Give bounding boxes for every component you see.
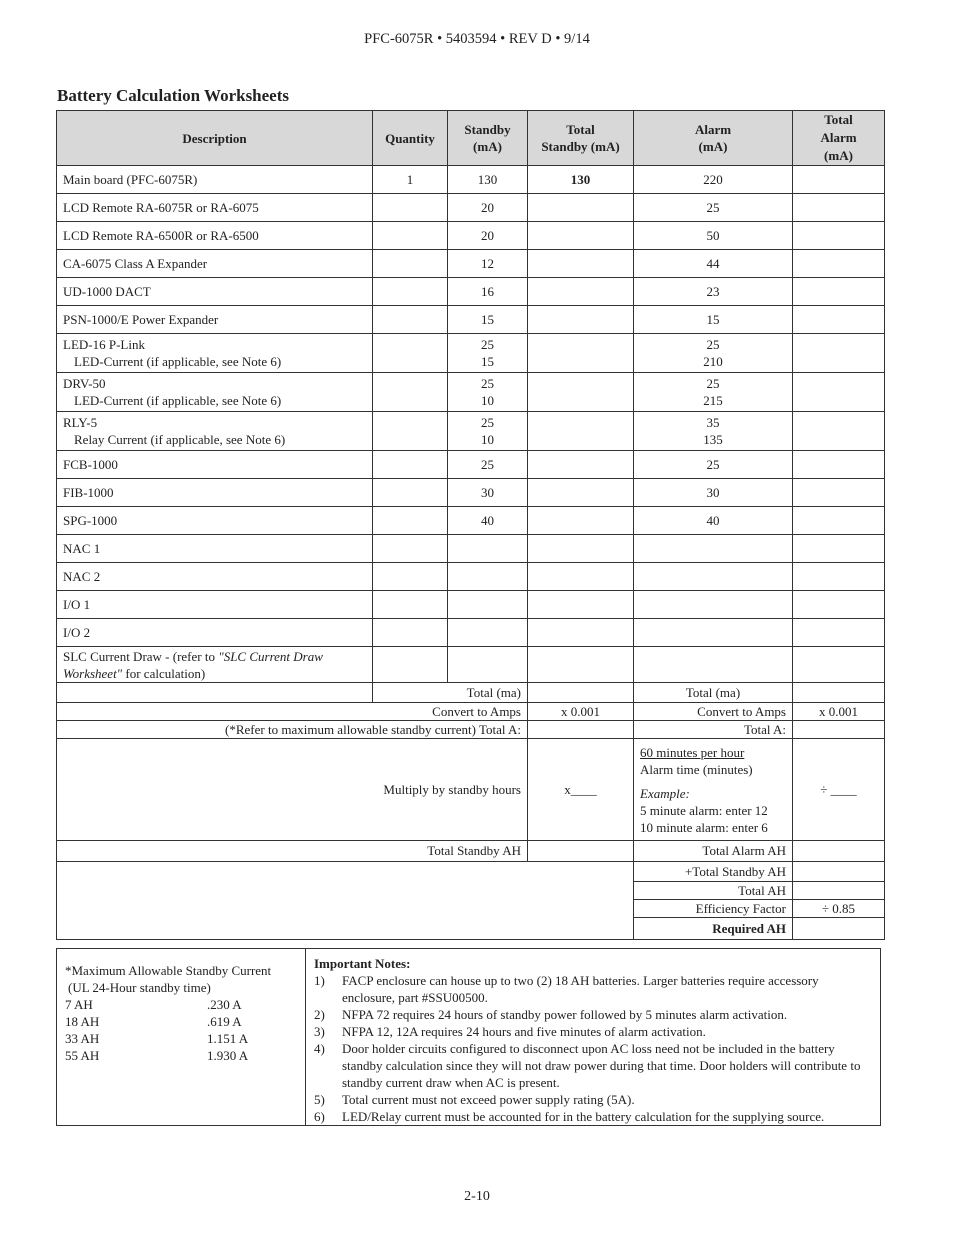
row-standby: 40 [448,507,528,535]
row-total-alarm[interactable] [793,278,885,306]
plus-standby-row [57,862,885,882]
total-standby-ah-value[interactable] [528,841,634,862]
total-ah-value[interactable] [793,882,885,900]
row-total-alarm[interactable] [793,535,885,563]
table-row [57,278,885,306]
row-standby[interactable] [448,591,528,619]
row-quantity[interactable] [373,194,448,222]
row-alarm: 25 [634,194,793,222]
total-ma-row [57,683,885,703]
total-a-alarm-value[interactable] [793,721,885,739]
row-total-alarm[interactable] [793,619,885,647]
row-total-standby[interactable] [528,479,634,507]
row-quantity[interactable]: 1 [373,166,448,194]
page-number: 2-10 [464,1189,490,1204]
row-total-standby[interactable] [528,451,634,479]
efficiency-value: ÷ 0.85 [793,900,885,918]
col-total-alarm: Total Alarm (mA) [793,111,885,166]
row-total-alarm[interactable] [793,412,885,451]
table-row-slc [57,647,885,683]
row-total-alarm[interactable] [793,166,885,194]
row-alarm[interactable] [634,591,793,619]
row-quantity[interactable] [373,591,448,619]
table-row [57,563,885,591]
row-total-standby[interactable] [528,373,634,412]
row-total-alarm[interactable] [793,647,885,683]
row-description: UD-1000 DACT [57,278,373,306]
total-alarm-ah-label: Total Alarm AH [634,841,793,862]
row-total-alarm[interactable] [793,479,885,507]
row-description: LCD Remote RA-6075R or RA-6075 [57,194,373,222]
row-total-standby[interactable] [528,647,634,683]
row-alarm: 25 [634,451,793,479]
row-total-standby[interactable]: 130 [528,166,634,194]
row-standby: 15 [448,306,528,334]
table-row [57,412,885,451]
row-description: SLC Current Draw - (refer to "SLC Current Draw Worksheet" for calculation) [57,647,373,683]
table-row [57,507,885,535]
multiply-standby-label: Multiply by standby hours [57,739,528,841]
note-item: 1) FACP enclosure can house up to two (2) 18 AH batteries. Larger batteries require accessory enclosure, part #SSU00500. [314,973,819,1005]
row-description: Main board (PFC-6075R) [57,166,373,194]
row-total-alarm[interactable] [793,194,885,222]
row-quantity[interactable] [373,647,448,683]
row-alarm: 35 135 [634,412,793,451]
refer-total-a-label: (*Refer to maximum allowable standby current) Total A: [57,721,528,739]
row-total-standby[interactable] [528,507,634,535]
row-standby: 20 [448,194,528,222]
important-notes-title: Important Notes: [314,956,411,971]
row-description: I/O 2 [57,619,373,647]
row-total-alarm[interactable] [793,250,885,278]
row-description: FIB-1000 [57,479,373,507]
row-quantity[interactable] [373,222,448,250]
convert-amps-alarm-label: Convert to Amps [634,703,793,721]
row-standby: 12 [448,250,528,278]
note-item: 5) Total current must not exceed power supply rating (5A). [314,1092,635,1107]
row-quantity[interactable] [373,535,448,563]
plus-total-standby-ah-value[interactable] [793,862,885,882]
table-row [57,373,885,412]
row-quantity[interactable] [373,451,448,479]
notes-table [56,948,881,1126]
row-total-standby[interactable] [528,591,634,619]
row-description: SPG-1000 [57,507,373,535]
row-total-alarm[interactable] [793,373,885,412]
row-quantity[interactable] [373,563,448,591]
max-current-item: 55 AH 1.930 A [65,1048,249,1063]
note-item: 2) NFPA 72 requires 24 hours of standby power followed by 5 minutes alarm activation. [314,1007,788,1022]
row-total-standby[interactable] [528,563,634,591]
row-total-standby[interactable] [528,250,634,278]
row-standby: 20 [448,222,528,250]
table-header-row [57,111,885,166]
blank-area [57,862,634,940]
convert-amps-standby-factor: x 0.001 [528,703,634,721]
row-total-standby[interactable] [528,278,634,306]
row-description: DRV-50 LED-Current (if applicable, see Note 6) [57,373,373,412]
col-quantity: Quantity [373,111,448,166]
alarm-minutes-input[interactable]: ÷ ____ [793,739,885,841]
multiply-row [57,739,885,841]
row-description: LED-16 P-Link LED-Current (if applicable, see Note 6) [57,334,373,373]
row-alarm: 40 [634,507,793,535]
row-quantity[interactable] [373,306,448,334]
table-row [57,194,885,222]
table-row [57,166,885,194]
row-standby[interactable] [448,647,528,683]
row-description: LCD Remote RA-6500R or RA-6500 [57,222,373,250]
total-a-standby-value[interactable] [528,721,634,739]
col-description: Description [57,111,373,166]
table-row [57,479,885,507]
row-total-alarm[interactable] [793,451,885,479]
row-quantity[interactable] [373,507,448,535]
row-total-standby[interactable] [528,306,634,334]
row-standby: 25 15 [448,334,528,373]
row-quantity[interactable] [373,479,448,507]
row-alarm: 44 [634,250,793,278]
row-alarm: 15 [634,306,793,334]
row-alarm[interactable] [634,563,793,591]
row-description: NAC 1 [57,535,373,563]
table-row [57,619,885,647]
row-quantity[interactable] [373,412,448,451]
row-total-alarm[interactable] [793,591,885,619]
row-alarm: 30 [634,479,793,507]
page-title: Battery Calculation Worksheets [57,86,290,105]
total-ma-standby-label: Total (ma) [373,683,528,703]
row-alarm: 50 [634,222,793,250]
row-standby[interactable] [448,535,528,563]
row-alarm: 25 215 [634,373,793,412]
row-standby: 25 10 [448,412,528,451]
total-ma-alarm-value[interactable] [793,683,885,703]
total-ah-label: Total AH [634,882,793,900]
total-ma-standby-value[interactable] [528,683,634,703]
table-row [57,334,885,373]
row-alarm[interactable] [634,535,793,563]
row-description: FCB-1000 [57,451,373,479]
table-row [57,222,885,250]
required-ah-value[interactable] [793,918,885,940]
max-current-item: 7 AH .230 A [65,997,242,1012]
row-total-standby[interactable] [528,619,634,647]
row-total-alarm[interactable] [793,306,885,334]
row-description: PSN-1000/E Power Expander [57,306,373,334]
row-total-standby[interactable] [528,334,634,373]
row-alarm: 25 210 [634,334,793,373]
max-current-title: *Maximum Allowable Standby Current [65,963,272,978]
important-notes-box [306,949,881,1126]
blank-cell [57,683,373,703]
row-description: NAC 2 [57,563,373,591]
max-current-subtitle: (UL 24-Hour standby time) [68,980,211,995]
row-description: RLY-5 Relay Current (if applicable, see Note 6) [57,412,373,451]
row-standby[interactable] [448,619,528,647]
col-total-standby: Total Standby (mA) [528,111,634,166]
row-standby: 130 [448,166,528,194]
row-standby: 30 [448,479,528,507]
standby-hours-input[interactable]: x____ [528,739,634,841]
row-total-alarm[interactable] [793,563,885,591]
row-total-standby[interactable] [528,412,634,451]
max-standby-current-box [57,949,306,1126]
convert-amps-standby-label: Convert to Amps [57,703,528,721]
max-current-item: 18 AH .619 A [65,1014,242,1029]
row-alarm: 23 [634,278,793,306]
max-current-item: 33 AH 1.151 A [65,1031,249,1046]
row-quantity[interactable] [373,278,448,306]
row-alarm[interactable] [634,647,793,683]
row-quantity[interactable] [373,250,448,278]
total-alarm-ah-value[interactable] [793,841,885,862]
battery-calculation-table [56,110,885,940]
table-row [57,451,885,479]
row-description: CA-6075 Class A Expander [57,250,373,278]
plus-total-standby-ah-label: +Total Standby AH [634,862,793,882]
efficiency-label: Efficiency Factor [634,900,793,918]
row-alarm: 220 [634,166,793,194]
page-header: PFC-6075R • 5403594 • REV D • 9/14 [364,31,590,47]
row-quantity[interactable] [373,373,448,412]
row-alarm[interactable] [634,619,793,647]
col-alarm: Alarm (mA) [634,111,793,166]
note-item: 3) NFPA 12, 12A requires 24 hours and five minutes of alarm activation. [314,1024,706,1039]
alarm-time-instructions: 60 minutes per hour Alarm time (minutes) Example: 5 minute alarm: enter 12 10 minute alarm: enter 6 [634,739,793,841]
table-row [57,591,885,619]
convert-amps-row [57,703,885,721]
row-total-standby[interactable] [528,535,634,563]
row-standby[interactable] [448,563,528,591]
row-description: I/O 1 [57,591,373,619]
row-standby: 25 [448,451,528,479]
row-quantity[interactable] [373,619,448,647]
total-a-row [57,721,885,739]
convert-amps-alarm-factor: x 0.001 [793,703,885,721]
row-standby: 25 10 [448,373,528,412]
table-row [57,535,885,563]
table-row [57,250,885,278]
row-total-alarm[interactable] [793,507,885,535]
required-ah-label: Required AH [634,918,793,940]
row-total-standby[interactable] [528,222,634,250]
total-standby-ah-label: Total Standby AH [57,841,528,862]
row-total-alarm[interactable] [793,334,885,373]
col-standby: Standby (mA) [448,111,528,166]
row-total-alarm[interactable] [793,222,885,250]
row-standby: 16 [448,278,528,306]
row-total-standby[interactable] [528,194,634,222]
total-a-alarm-label: Total A: [634,721,793,739]
note-item: 6) LED/Relay current must be accounted for in the battery calculation for the supplying source. [314,1109,825,1124]
ah-row [57,841,885,862]
row-quantity[interactable] [373,334,448,373]
table-row [57,306,885,334]
total-ma-alarm-label: Total (ma) [634,683,793,703]
note-item: 4) Door holder circuits configured to disconnect upon AC loss need not be included in the battery standby calculation since they will not draw power during that time. Door holders will contribute to standby current draw when AC is present. [314,1041,861,1090]
